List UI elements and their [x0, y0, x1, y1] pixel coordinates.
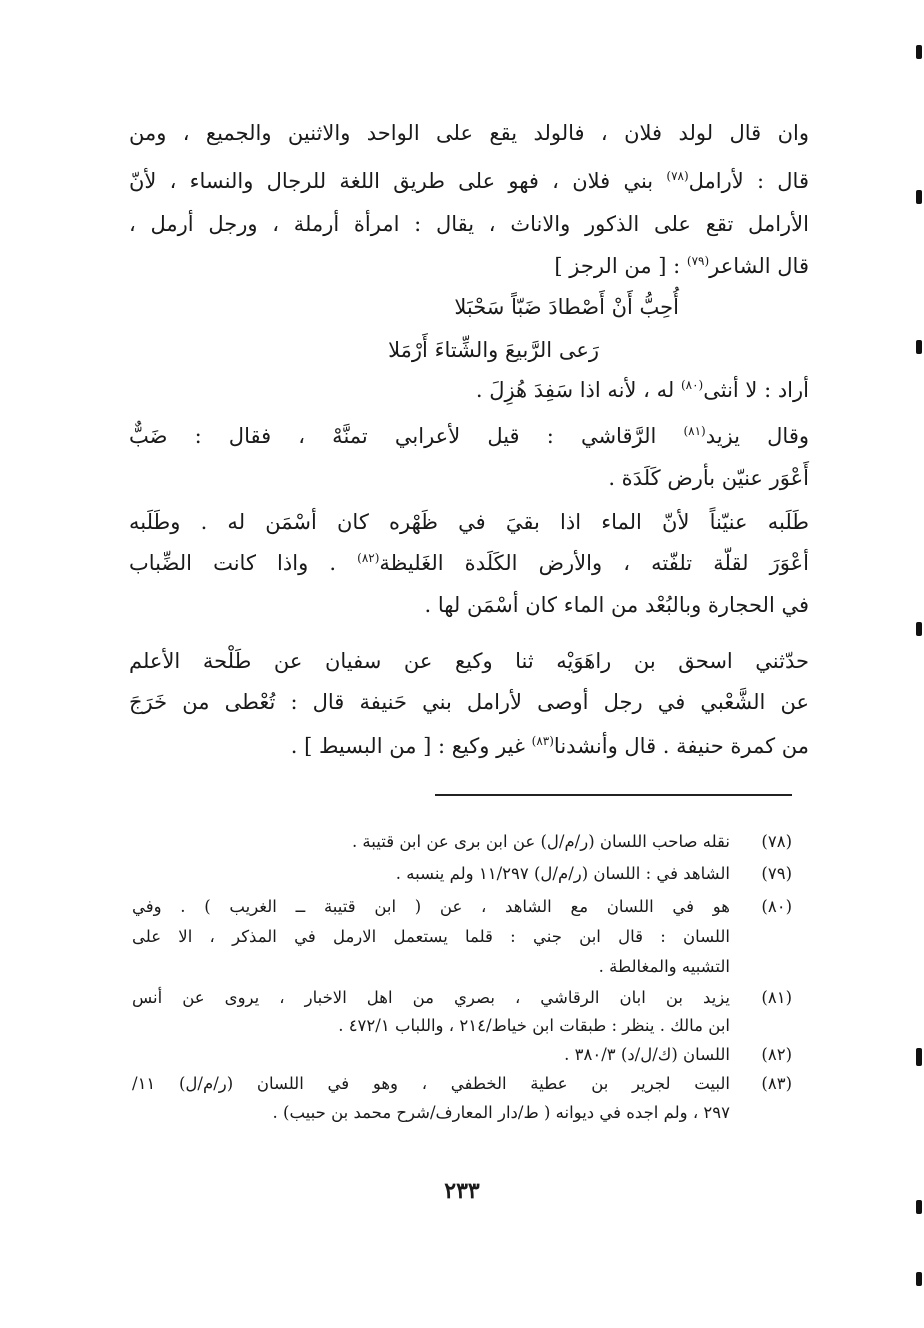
footnote-number: (٧٩): [761, 864, 792, 883]
para2-line-1: [129, 502, 809, 542]
footnote-text: هو في اللسان مع الشاهد ، عن ( ابن قتيبة ــ الغريب ) . وفي: [132, 897, 730, 916]
footnote-ref-80[interactable]: (٨٠): [680, 378, 704, 392]
body-line-4-end: : [ من الرجز ]: [554, 254, 687, 278]
arada-line-start: أراد : لا أنثى: [703, 378, 809, 402]
scan-edge-mark: [916, 190, 922, 204]
footnote-number: (٨٢): [761, 1045, 792, 1064]
footnote-text: التشبيه والمغالطة .: [598, 957, 730, 976]
footnote-number: (٨٣): [761, 1074, 792, 1093]
body-line-1: [129, 113, 809, 153]
scan-edge-mark: [916, 1272, 922, 1286]
footnote-text: نقله صاحب اللسان (ر/م/ل) عن ابن برى عن ابن قتيبة .: [351, 832, 730, 851]
scan-edge-mark: [916, 340, 922, 354]
footnote-text: ٢٩٧ ، ولم اجده في ديوانه ( ط/دار المعارف/شرح محمد بن حبيب) .: [272, 1103, 730, 1122]
footnote-ref-79[interactable]: (٧٩): [686, 254, 710, 268]
awar-line-text: أَعْوَر عنيّن بأرض كَلَدَة .: [608, 466, 809, 490]
para2-line-2-start: أعْوَرَ لقلّة تلفّته ، والأرض الكَلَدة الغَليظة: [379, 551, 809, 575]
verse-hemistich-2: رَعى الرَّبيعَ والشِّتاءَ أَرْمَلا: [388, 338, 599, 362]
footnote-number: (٧٨): [761, 832, 792, 851]
footnote-separator: [435, 794, 792, 796]
footnote-ref-83[interactable]: (٨٣): [531, 734, 554, 748]
verse-hemistich-1: أُحِبُّ أَنْ أَصْطادَ ضَبّاً سَحْبَلا: [454, 295, 679, 319]
para2-line-1-text: طَلَبه عنيّناً لأنّ الماء اذا بقيَ في ظَهْره كان أسْمَن له . وطَلَبه: [129, 510, 809, 534]
para3-line-3-start: من كمرة حنيفة . قال وأنشدنا: [553, 734, 809, 758]
body-line-4: [129, 246, 809, 286]
scan-edge-mark: [916, 1048, 922, 1066]
footnote-text: اللسان (ك/ل/د) ٣٨٠/٣ .: [564, 1045, 730, 1064]
page-number: ٢٣٣: [444, 1178, 480, 1204]
yazid-line-start: وقال يزيد: [705, 424, 809, 448]
para3-line-2-text: عن الشَّعْبي في رجل أوصى لأرامل بني حَنيفة قال : تُعْطى من خَرَجَ: [129, 690, 809, 714]
body-line-2-end: بني فلان ، فهو على طريق اللغة للرجال والنساء ، لأنّ: [129, 169, 667, 193]
body-line-3: [129, 204, 809, 244]
scan-edge-mark: [916, 1200, 922, 1214]
footnote-text: اللسان : قال ابن جني : قلما يستعمل الارمل في المذكر ، الا على: [132, 927, 730, 946]
body-line-3-text: الأرامل تقع على الذكور والاناث ، يقال : امرأة أرملة ، ورجل أرمل ،: [129, 212, 809, 236]
footnote-number: (٨١): [761, 988, 792, 1007]
para3-line-3-end: غير وكيع : [ من البسيط ] .: [290, 734, 532, 758]
para3-line-2: [129, 682, 809, 722]
footnote-text: يزيد بن ابان الرقاشي ، بصري من اهل الاخبار ، يروى عن أنس: [132, 988, 730, 1007]
para2-line-3: [129, 585, 809, 625]
arada-line: [129, 370, 809, 410]
footnote-ref-82[interactable]: (٨٢): [357, 551, 380, 565]
yazid-line: [129, 416, 809, 456]
footnote-text: الشاهد في : اللسان (ر/م/ل) ١١/٢٩٧ ولم ينسبه .: [395, 864, 730, 883]
scan-edge-mark: [916, 622, 922, 636]
footnote-text: البيت لجرير بن عطية الخطفي ، وهو في اللسان (ر/م/ل) ١١/: [132, 1074, 730, 1093]
scan-edge-mark: [916, 45, 922, 59]
yazid-line-end: الرَّقاشي : قيل لأعرابي تمنَّهْ ، فقال : ضَبٌّ: [129, 424, 684, 448]
footnote-ref-81[interactable]: (٨١): [683, 424, 706, 438]
para3-line-1: [129, 641, 809, 681]
para2-line-3-text: في الحجارة وبالبُعْد من الماء كان أسْمَن لها .: [424, 593, 809, 617]
para3-line-3: [129, 726, 809, 766]
body-line-2-start: قال : لأرامل: [688, 169, 809, 193]
para3-line-1-text: حدّثني اسحق بن راهَوَيْه ثنا وكيع عن سفيان عن طَلْحة الأعلم: [129, 649, 809, 673]
footnote-number: (٨٠): [761, 897, 792, 916]
para2-line-2: [129, 543, 809, 583]
footnote-text: ابن مالك . ينظر : طبقات ابن خياط/٢١٤ ، واللباب ٤٧٢/١ .: [338, 1016, 730, 1035]
arada-line-end: له ، لأنه اذا سَفِدَ هُزِلَ .: [475, 378, 681, 402]
body-line-2: [129, 161, 809, 201]
body-line-4-start: قال الشاعر: [709, 254, 809, 278]
awar-line: [129, 458, 809, 498]
body-line-1-text: وان قال لولد فلان ، فالولد يقع على الواحد والاثنين والجميع ، ومن: [129, 121, 809, 145]
footnote-ref-78[interactable]: (٧٨): [666, 169, 689, 183]
para2-line-2-end: . واذا كانت الضِّباب: [129, 551, 358, 575]
